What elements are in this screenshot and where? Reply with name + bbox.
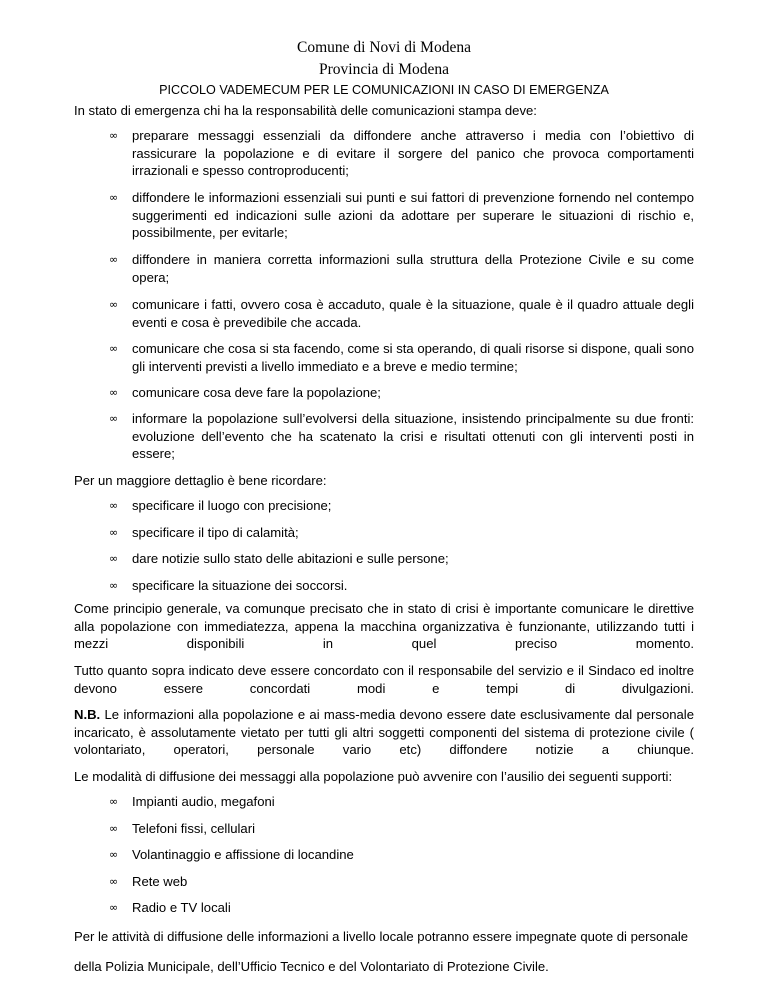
list-item-text: Rete web [132,874,188,889]
bullet-icon: ∞ [109,552,119,565]
list-item [74,127,694,180]
agreement-paragraph: Tutto quanto sopra indicato deve essere concordato con il responsabile del servizio e il Sindaco ed inoltre devono essere concordati modi e tempi di divulgazioni. [74,663,694,696]
bullet-icon: ∞ [109,499,119,512]
list-item [74,846,694,864]
nb-paragraph [74,706,694,776]
list-item-text: comunicare cosa deve fare la popolazione; [132,385,381,400]
supports-intro: Le modalità di diffusione dei messaggi alla popolazione può avvenire con l’ausilio dei seguenti supporti: [74,769,673,784]
list-item [74,384,694,402]
principle-paragraph: Come principio generale, va comunque precisato che in stato di crisi è importante comunicare le direttive alla popolazione con immediatezza, appena la macchina organizzativa è funzionante, utilizzando tutti i mezzi disponibili in quel preciso momento. [74,601,694,651]
bullet-icon: ∞ [109,579,119,592]
list-item-text: preparare messaggi essenziali da diffondere anche attraverso i media con l’obiettivo di rassicurare la popolazione e di evitare il sorgere del panico che provoca comportamenti irrazionali e spesso controproducenti; [132,128,694,178]
document-title: PICCOLO VADEMECUM PER LE COMUNICAZIONI IN CASO DI EMERGENZA [159,83,609,97]
list-item-text: specificare la situazione dei soccorsi. [132,578,348,593]
list-item-text: specificare il luogo con precisione; [132,498,332,513]
bullet-icon: ∞ [109,795,119,808]
bullet-icon: ∞ [109,901,119,914]
bullet-icon: ∞ [109,253,119,266]
province-name: Provincia di Modena [318,61,449,78]
closing-line-2: della Polizia Municipale, dell’Ufficio Tecnico e del Volontariato di Protezione Civile. [74,959,549,974]
list-item [74,820,694,838]
list-item [74,873,694,891]
list-item [74,340,694,375]
list-item-text: Impianti audio, megafoni [132,794,275,809]
intro-paragraph: In stato di emergenza chi ha la responsabilità delle comunicazioni stampa deve: [74,103,537,118]
list-item-text: Telefoni fissi, cellulari [132,821,255,836]
detail-intro: Per un maggiore dettaglio è bene ricordare: [74,473,327,488]
list-item [74,251,694,286]
list-item-text: Volantinaggio e affissione di locandine [132,847,354,862]
list-item [74,550,694,568]
bullet-icon: ∞ [109,412,119,425]
list-item [74,899,694,917]
nb-text: Le informazioni alla popolazione e ai mass-media devono essere date esclusivamente dal personale incaricato, è assolutamente vietato per tutti gli altri soggetti componenti del sistema di protezione civile ( volontariato, operatori, personale vario etc) diffondere notizie a chiunque. [74,707,694,757]
list-item-text: dare notizie sullo stato delle abitazioni e sulle persone; [132,551,449,566]
list-item-text: comunicare che cosa si sta facendo, come si sta operando, di quali risorse si dispone, quali sono gli interventi previsti a livello immediato e a breve e medio termine; [132,341,694,374]
list-item-text: comunicare i fatti, ovvero cosa è accaduto, quale è la situazione, quale è il quadro attuale degli eventi e cosa è prevedibile che accada. [132,297,694,330]
list-item-text: diffondere le informazioni essenziali sui punti e sui fattori di prevenzione fornendo nel contempo suggerimenti ed indicazioni sulle azioni da adottare per superare le situazioni di rischio e, possibilmente, per evitarle; [132,190,694,240]
bullet-icon: ∞ [109,848,119,861]
municipality-name: Comune di Novi di Modena [297,39,471,56]
list-item [74,524,694,542]
bullet-icon: ∞ [109,298,119,311]
list-item-text: diffondere in maniera corretta informazioni sulla struttura della Protezione Civile e su come opera; [132,252,694,285]
bullet-icon: ∞ [109,129,119,142]
list-item-text: informare la popolazione sull’evolversi della situazione, insistendo principalmente su due fronti: evoluzione dell’evento che ha scatenato la crisi e risultati ottenuti con gli interventi posti in essere; [132,411,694,461]
bullet-icon: ∞ [109,386,119,399]
list-item [74,296,694,331]
bullet-icon: ∞ [109,342,119,355]
list-item [74,410,694,463]
list-item [74,577,694,595]
bullet-icon: ∞ [109,191,119,204]
bullet-icon: ∞ [109,875,119,888]
list-item-text: specificare il tipo di calamità; [132,525,299,540]
bullet-icon: ∞ [109,526,119,539]
list-item [74,793,694,811]
bullet-icon: ∞ [109,822,119,835]
list-item-text: Radio e TV locali [132,900,231,915]
closing-line-1: Per le attività di diffusione delle informazioni a livello locale potranno essere impegnate quote di personale [74,929,689,944]
list-item [74,189,694,242]
list-item [74,497,694,515]
nb-label: N.B. [74,707,101,722]
